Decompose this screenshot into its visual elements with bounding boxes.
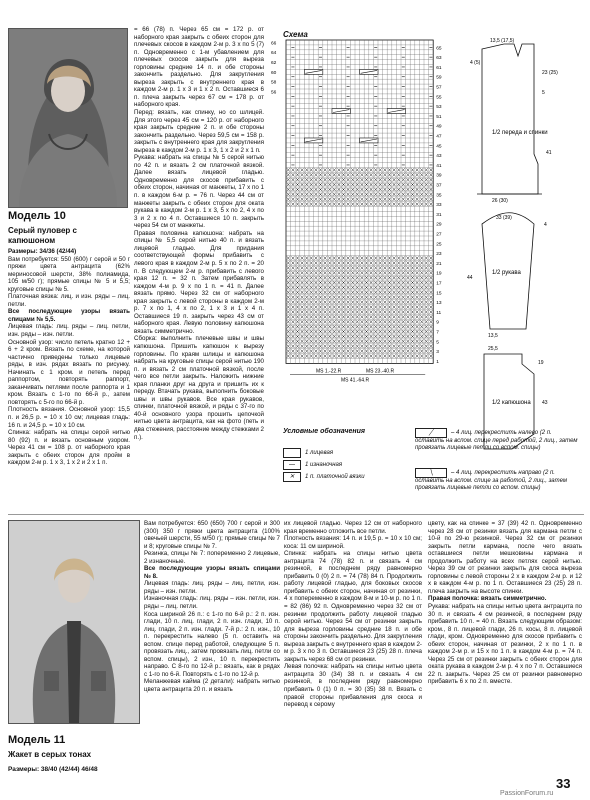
model10-photo-illustration [9,29,127,207]
text-back-cont: = 66 (78) п. Через 65 см = 172 р. от наборного края закрыть с обеих сторон для плечевых скосов в каждом 2-м р. 3 х по 5 (7) п. Одновременно с 1-м убавлением для плечевых скосов закрыть для выреза горловины средние 14 п. и обе стороны закончить раздельно. Для закругления выреза закрыть с внутреннего края в каждом 2-м р. 1 х 3 и 1 х 2 п. Оставшиеся 6 п. плеча закрыть через 67 см = 178 р. от наборного края. [134,26,264,109]
ms-label-2: MS 23.-40.R [366,368,395,375]
row-label: 37 [436,183,442,189]
row-label: 51 [436,114,442,120]
row-label: 33 [436,203,442,209]
row-label: 7 [436,330,439,336]
watermark: PassionForum.ru [500,790,554,797]
row-label: 1 [436,359,439,365]
model11-photo-illustration [9,521,139,723]
model11-col2 [284,520,422,792]
row-label: 57 [436,85,442,91]
row-label-left: 58 [271,80,277,86]
cable-left-symbol: ╱ [415,428,447,438]
diagram-label-body: 1/2 переда и спинки [492,130,548,136]
row-label: 59 [436,75,442,81]
text-hood: Правая половина капюшона: набрать на спицы № 5,5 серой нитью 40 п. и вязать лицевой гладью. Для придания соответствующей формы прибавить с левого края в каждом 2-м р. 5 х по 2 п. = 20 п. В следующем 2-м р. прибавить с левого края 12 п. = 32 п. Затем прибавлять в каждом 4-м р. 9 х по 1 п. = 41 п. Далее вязать прямо. Через 32 см от наборного края закрыть с левой стороны в каждом 2-м р. 7 х по 1, 4 х по 2, 1 х 3 и 1 х 4 п. Оставшиеся 19 п. закрыть через 43 см от наборного края. Левую половину капюшона вязать симметрично. [134,229,264,335]
text-gauge: Плотность вязания. Основной узор: 15,5 п. и 26,5 р. = 10 х 10 см; лицевая гладь: 16 п. и 24,5 р. = 10 х 10 см. [8,406,130,429]
text-garter: Платочная вязка: лиц. и изн. ряды – лиц. петли. [8,293,130,308]
dim-sleeve-top: 33 (39) [496,215,512,221]
m11-needles: Все последующие узоры вязать спицами № 8. [144,565,280,580]
row-label: 45 [436,144,442,150]
page-number: 33 [556,776,571,791]
row-label: 35 [436,193,442,199]
model11-title: Модель 11 [8,734,66,746]
row-label: 47 [436,134,442,140]
row-label: 65 [436,46,442,52]
text-materials: Вам потребуется: 550 (600) г серой и 50 г пряжи цвета антрацита (62% мериносовой шерсти, 38% полиамида, 105 м/50 г); прямые спицы № 5 и 5,5; круговые спицы № 5. [8,255,130,293]
model11-sizes: Размеры: 38/40 (42/44) 46/48 [8,766,98,773]
dim-length: 41 [546,150,552,156]
row-label-left: 56 [271,90,277,96]
row-label: 25 [436,242,442,248]
legend-title: Условные обозначения [283,428,366,435]
row-label: 31 [436,212,442,218]
m11-materials: Вам потребуется: 650 (650) 700 г серой и 300 (300) 350 г пряжи цвета антрацита (100% овечьей шерсти, 55 м/50 г); прямые спицы № 7 и 8; круговые спицы № 7. [144,520,280,550]
model11-photo [8,520,140,724]
m11-rib: Резинка, спицы № 7: попеременно 2 лицевые, 2 изнаночные. [144,550,280,565]
dim-hood-width: 25,5 [488,346,498,352]
section-divider [8,514,584,515]
text-assembly: Сборка: выполнить плечевые швы и швы капюшона. Пришить капюшон к вырезу горловины. По краям шлицы и капюшона набрать на круговые спицы серой нитью 190 п. и вязать 2 см платочной вязкой, после чего все петли закрыть. Наложить нижние края планки друг на друга и пришить их к переду. Втачать рукава, выполнить боковые швы и швы рукавов. Все края рукавов, спинки, платочной вязкой, и ряды с 37-го по 40-й основного узора прошить цепочкой нитью цвета антрацита, как на фото (петь и два стежения, расстояние между стежками 2 п.). [134,335,264,441]
row-label: 5 [436,340,439,346]
body-schematic [477,44,542,194]
row-label-left: 62 [271,61,277,66]
m11-gauge: Плотность вязания: 14 п. и 19,5 р. = 10 х 10 см; коса: 11 см шириной. [284,535,422,550]
legend-garter [283,472,365,482]
model11-col1 [144,520,280,792]
m11-reverse: Изнаночная гладь: лиц. ряды – изн. петли, изн. ряды – лиц. петли. [144,595,280,611]
model10-left-text [8,248,130,510]
m11-sleeves: Рукава: набрать на спицы нитью цвета антрацита по 30 п. и связать 4 см резинкой, в последнем ряду прибавить 10 п. = 40 п. Вязать следующим образом: кром., 8 п. лицевой глади, 26 п. косы, 8 п. лицевой глади, кром. Одновременно для скосов прибавить с обеих сторон, начиная от резинки, 2 х по 1 п. в каждом 2-м р. и 15 х по 1 п. в каждом 4-м р. = 74 п. Через 25 см от резинки закрыть с обеих сторон для оката рукава в каждом 2-м р. 4 х по 7 п. Оставшиеся 22 п. закрыть. Через 25 см от резинки равномерно прибавить 6 х по 2 п. вместе. [428,603,582,686]
dim-shoulder: 13,5 (17,5) [490,38,515,44]
diagram-label-sleeve: 1/2 рукава [492,270,521,276]
row-label: 61 [436,65,442,71]
m11-stockinette: Лицевая гладь: лиц. ряды – лиц. петли, изн. ряды – изн. петли. [144,580,280,595]
row-label-left: 64 [271,51,277,57]
cable-right-symbol: ╲ [415,468,447,478]
row-label-left: 66 [271,41,277,47]
m11-right-front: Правая полочка: вязать симметрично. [428,595,547,603]
legend-knit-label: 1 лицевая [305,449,334,456]
dim-small: 5 [542,90,545,96]
row-label: 39 [436,173,442,179]
row-label: 63 [436,56,442,62]
row-label: 11 [436,310,442,316]
diagram-label-hood: 1/2 капюшона [492,400,531,406]
dim-hood-top: 19 [538,360,544,366]
text-main-pattern: Основной узор: число петель кратно 12 + 6 + 2 кром. Вязать по схеме, на которой частично приведены только лицевые ряды, в изн. рядах вязать по рисунку. Начинать с 1 кром. и петель перед раппортом, повторять раппорт, заканчивать петлями после раппорта и 1 кром. Вязать с 1-го по 66-й р., затем повторять с 5-го по 66-й р. [8,338,130,406]
legend-cable-right [415,468,581,492]
knit-symbol [283,448,301,458]
dim-cuff: 13,5 [488,333,498,339]
purl-symbol: — [283,460,301,470]
dim-armhole: 23 (25) [542,70,558,76]
model10-title: Модель 10 [8,210,66,222]
text-front: Перед: вязать, как спинку, но со шлицей. Для этого через 45 см = 120 р. от наборного края закрыть средние 2 п. и обе стороны закончить раздельно. Через 59,5 см = 158 р. закрыть с внутреннего края для закругления выреза в каждом 2-м р. 1 х 3, 1 х 2 и 2 х 1 п. [134,109,264,154]
m11-border: Меланжевая кайма (2 детали): набрать нитью цвета антрацита 20 п. и вязать [144,678,280,694]
m11-back: Спинка: набрать на спицы нитью цвета антрацита 74 (78) 82 п. и связать 4 см резинкой, в последнем ряду равномерно прибавить 0 (0) 2 п. = 74 (78) 84 п. Продолжить работу лицевой гладью, для боковых скосов прибавить с обеих сторон, начиная от резинки, 4 х попеременно в каждом 8-м и 10-м р. по 1 п. = 82 (86) 92 п. Одновременно через 32 см от резинки продолжить работу лицевой гладью серой нитью. Через 54 см от резинки закрыть для выреза горловины средние 18 п. и обе стороны закончить раздельно. Для закругления выреза закрыть с внутреннего края в каждом 2-м р. 3 х по 3 п. Оставшиеся 23 (25) 28 п. плеча закрыть через 68 см от резинки. [284,550,422,663]
row-label: 55 [436,95,442,101]
legend-knit [283,448,333,458]
text-back: Спинка: набрать на спицы серой нитью 80 (92) п. и вязать основным узором. Через 41 см = 108 р. от наборного края закрыть с обеих сторон для пройм в каждом 2-м р. 1 х 3, 1 х 2 и 2 х 1 п. [8,429,130,467]
row-label: 15 [436,291,442,297]
dim-hood-height: 43 [542,400,548,406]
row-label: 49 [436,124,442,130]
row-label: 13 [436,301,442,307]
row-label: 27 [436,232,442,238]
legend-cable-left-label: – 4 лиц. перекрестить налево (2 п. оставить на вспом. спице перед работой, 2 лиц., затем провязать лицевые петли со вспом. спицы) [415,430,578,451]
text-sleeves: Рукава: набрать на спицы № 5 серой нитью по 42 п. и вязать 2 см платочной вязкой. Далее вязать лицевой гладью. Одновременно для скосов прибавить с обеих сторон, начиная от манжеты, 17 х по 1 п. в каждом 6-м р. = 76 п. Через 44 см от манжеты закрыть с обеих сторон для оката рукава в каждом 2-м р. 1 х 3, 5 х по 2, 4 х по 3 и 2 х по 4 п. Оставшиеся 10 п. закрыть через 54 см от манжеты. [134,154,264,230]
ms-label-1: MS 1.-22.R [316,368,342,375]
m11-border-cont: их лицевой гладью. Через 12 см от наборного края временно отложить все петли. [284,520,422,535]
row-label: 17 [436,281,442,287]
garter-symbol: ✕ [283,472,301,482]
row-label: 41 [436,163,442,169]
row-label: 9 [436,320,439,326]
m11-left-front: Левая полочка: набрать на спицы нитью цвета антрацита 30 (34) 38 п. и связать 4 см резинкой, в последнем ряду равномерно прибавить 0 (1) 0 п. = 30 (35) 38 п. Вязать с правой стороны прибавления для скоса и перевод к серому [284,663,422,709]
model11-col3 [428,520,582,774]
model10-mid-text [134,26,264,510]
legend-garter-label: 1 п. платочной вязки [305,473,365,480]
m11-left-front-cont: цвету, как на спинке = 37 (39) 42 п. Одновременно через 28 см от резинки вязать для кармана петли с 10-й по 29-ю резинкой. Через 32 см от резинки закрыть петли кармана, после чего вязать оставшиеся петли мешковины кармана и продолжить работу на всех петлях серой нитью. Через 39 см от резинки закрыть для скоса выреза горловины с левой стороны 2 х в каждом 2-м р. и 12 х в каждом 4-м р. по 1 п. Оставшиеся 23 (25) 28 п. плеча закрыть на высоте спинки. [428,520,582,595]
row-label: 43 [436,154,442,160]
row-label: 19 [436,271,442,277]
dim-neck: 4 (5) [470,60,481,66]
dim-cap: 4 [544,222,547,228]
row-label-left: 60 [271,70,277,76]
legend-purl [283,460,342,470]
schematic-diagrams [462,34,586,454]
legend-cable-right-label: – 4 лиц. перекрестить направо (2 п. оставить на вспом. спице за работой, 2 лиц., затем провязать лицевые петли со вспом. спицы) [415,470,568,491]
model11-subtitle: Жакет в серых тонах [8,750,92,759]
row-label: 23 [436,252,442,258]
legend-cable-left [415,428,581,452]
dim-width: 26 (30) [492,198,508,204]
model10-subtitle: Серый пуловер с капюшоном [8,226,77,245]
legend [283,428,583,508]
legend-purl-label: 1 изнаночная [305,461,343,468]
row-label: 21 [436,261,442,267]
m11-cable: Коса шириной 26 п.: с 1-го по 6-й р.: 2 п. изн. глади, 10 п. лиц. глади, 2 п. изн. глади, 10 п. лиц. глади, 2 п. изн. глади. 7-й р.: 2 п. изн., 10 п. перекрестить налево (5 п. оставить на вспом. спице перед работой, следующие 5 п. провязать лиц., затем провязать лиц. петли со вспом. спицы), 2 изн., 10 п. перекрестить направо. С 8-го по 12-й р.: вязать, как в рядах с 1-го по 6-й. Повторять с 1-го по 12-й р. [144,610,280,678]
dim-sleeve-length: 44 [467,275,473,281]
chart-title: Схема [283,30,308,39]
row-label: 53 [436,105,442,111]
ms-label-3: MS 41.-64.R [341,377,370,384]
text-needles: Все последующие узоры вязать спицами № 5,5. [8,308,130,323]
knitting-chart [270,38,456,400]
model10-photo [8,28,128,208]
text-stockinette: Лицевая гладь: лиц. ряды – лиц. петли, изн. ряды – изн. петли. [8,323,130,339]
text-sizes: Размеры: 34/36 (42/44) [8,248,77,255]
row-label: 3 [436,350,439,356]
row-label: 29 [436,222,442,228]
